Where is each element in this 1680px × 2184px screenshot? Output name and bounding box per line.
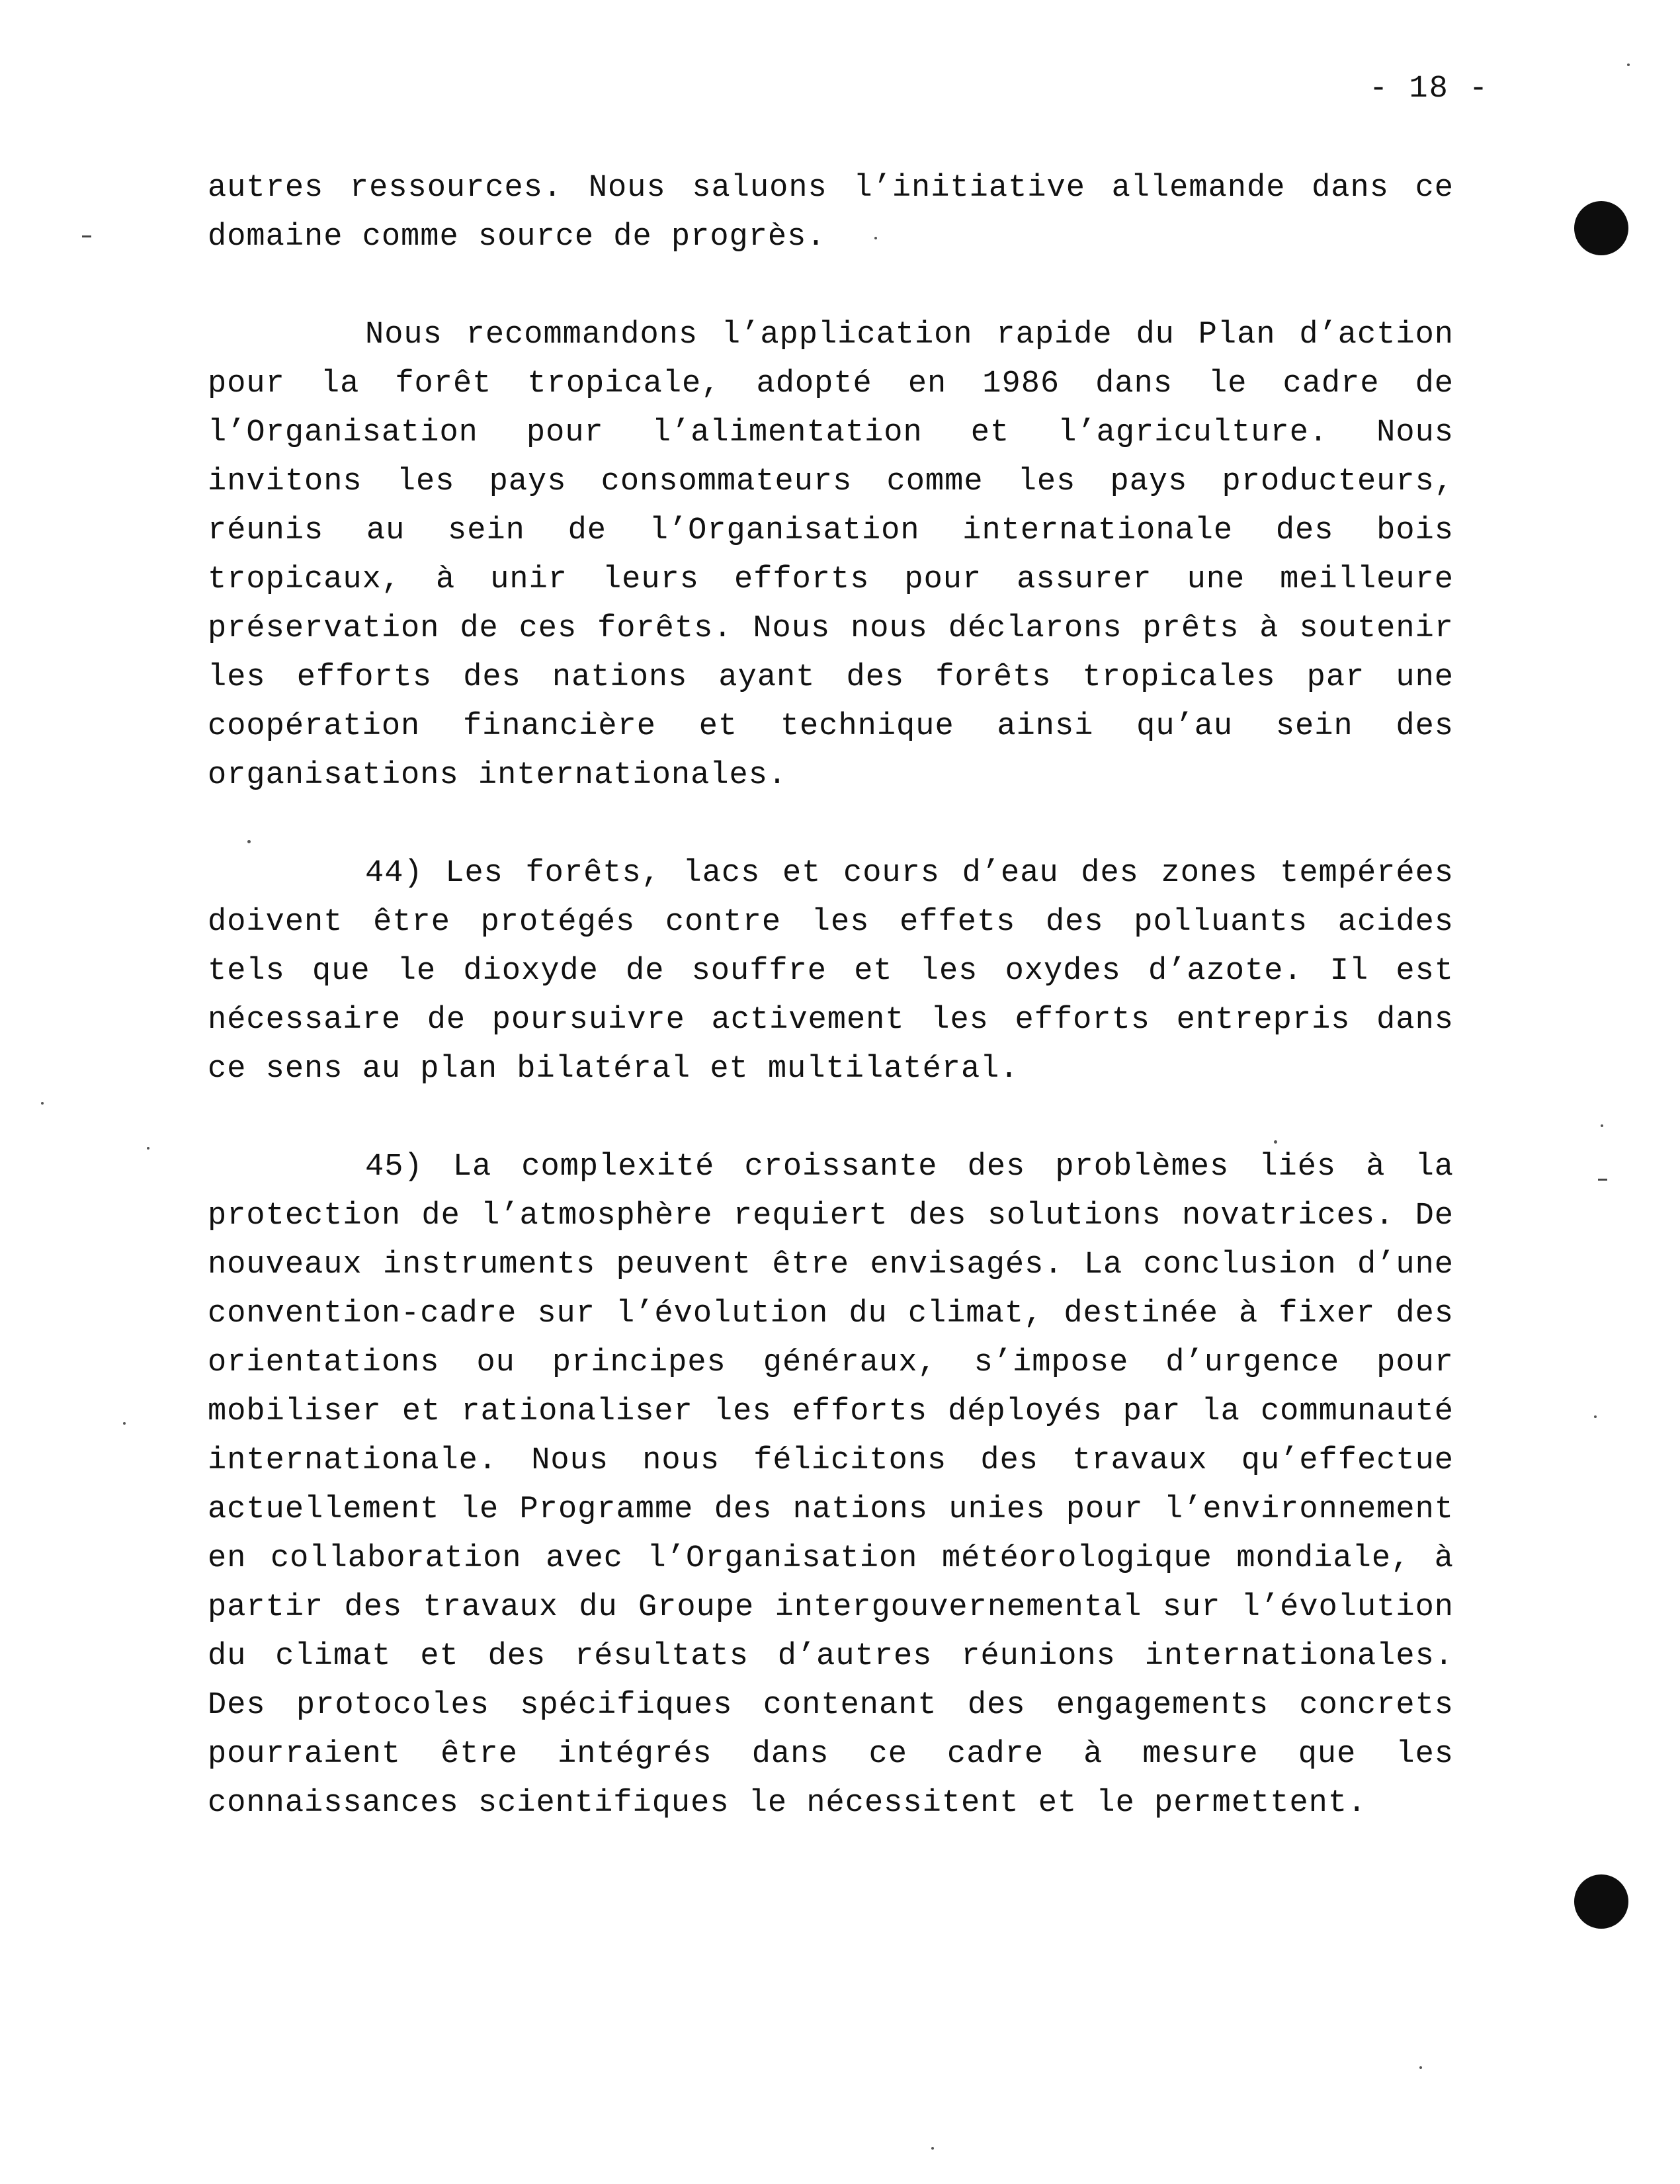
paragraph-tropical-forests: Nous recommandons l’application rapide du Plan d’action pour la forêt tropicale, adopté en 1986 dans le cadre de l’Organisation pour l’alimentation et l’agriculture. Nous invitons les pays consommateurs comme les pays producteurs, réunis au sein de l’Organisation internationale des bois tropicaux, à unir leurs efforts pour assurer une meilleure préservation de ces forêts. Nous nous déclarons prêts à soutenir les efforts des nations ayant des forêts tropicales par une coopération financière et technique ainsi qu’au sein des organisations internationales. — [208, 317, 1454, 793]
scan-speck — [931, 2147, 934, 2150]
scan-speck — [1274, 1140, 1277, 1144]
scan-speck — [123, 1422, 126, 1425]
punch-hole-bottom — [1574, 1874, 1628, 1929]
scan-speck — [1594, 1415, 1597, 1418]
scan-mark — [82, 235, 91, 237]
page-number: - 18 - — [1369, 71, 1490, 106]
paragraph-continuation: autres ressources. Nous saluons l’initiative allemande dans ce domaine comme source de progrès. — [208, 171, 1454, 255]
scan-mark — [1598, 1179, 1607, 1181]
document-body — [208, 164, 1454, 1828]
paragraph-item-44: 44) Les forêts, lacs et cours d’eau des zones tempérées doivent être protégés contre les effets des polluants acides tels que le dioxyde de souffre et les oxydes d’azote. Il est nécessaire de poursuivre activement les efforts entrepris dans ce sens au plan bilatéral et multilatéral. — [208, 856, 1454, 1087]
scan-speck — [1627, 63, 1630, 66]
paragraph-item-45: 45) La complexité croissante des problèmes liés à la protection de l’atmosphère requiert des solutions novatrices. De nouveaux instruments peuvent être envisagés. La conclusion d’une convention-cadre sur l’évolution du climat, destinée à fixer des orientations ou principes généraux, s’impose d’urgence pour mobiliser et rationaliser les efforts déployés par la communauté internationale. Nous nous félicitons des travaux qu’effectue actuellement le Programme des nations unies pour l’environnement en collaboration avec l’Organisation météorologique mondiale, à partir des travaux du Groupe intergouvernemental sur l’évolution du climat et des résultats d’autres réunions internationales. Des protocoles spécifiques contenant des engagements concrets pourraient être intégrés dans ce cadre à mesure que les connaissances scientifiques le nécessitent et le permettent. — [208, 1150, 1454, 1821]
scan-speck — [1419, 2066, 1422, 2069]
scan-speck — [147, 1147, 149, 1150]
scan-speck — [41, 1102, 44, 1105]
punch-hole-top — [1574, 201, 1628, 255]
scan-speck — [247, 840, 251, 843]
scan-speck — [1601, 1124, 1603, 1127]
scan-speck — [874, 237, 877, 239]
